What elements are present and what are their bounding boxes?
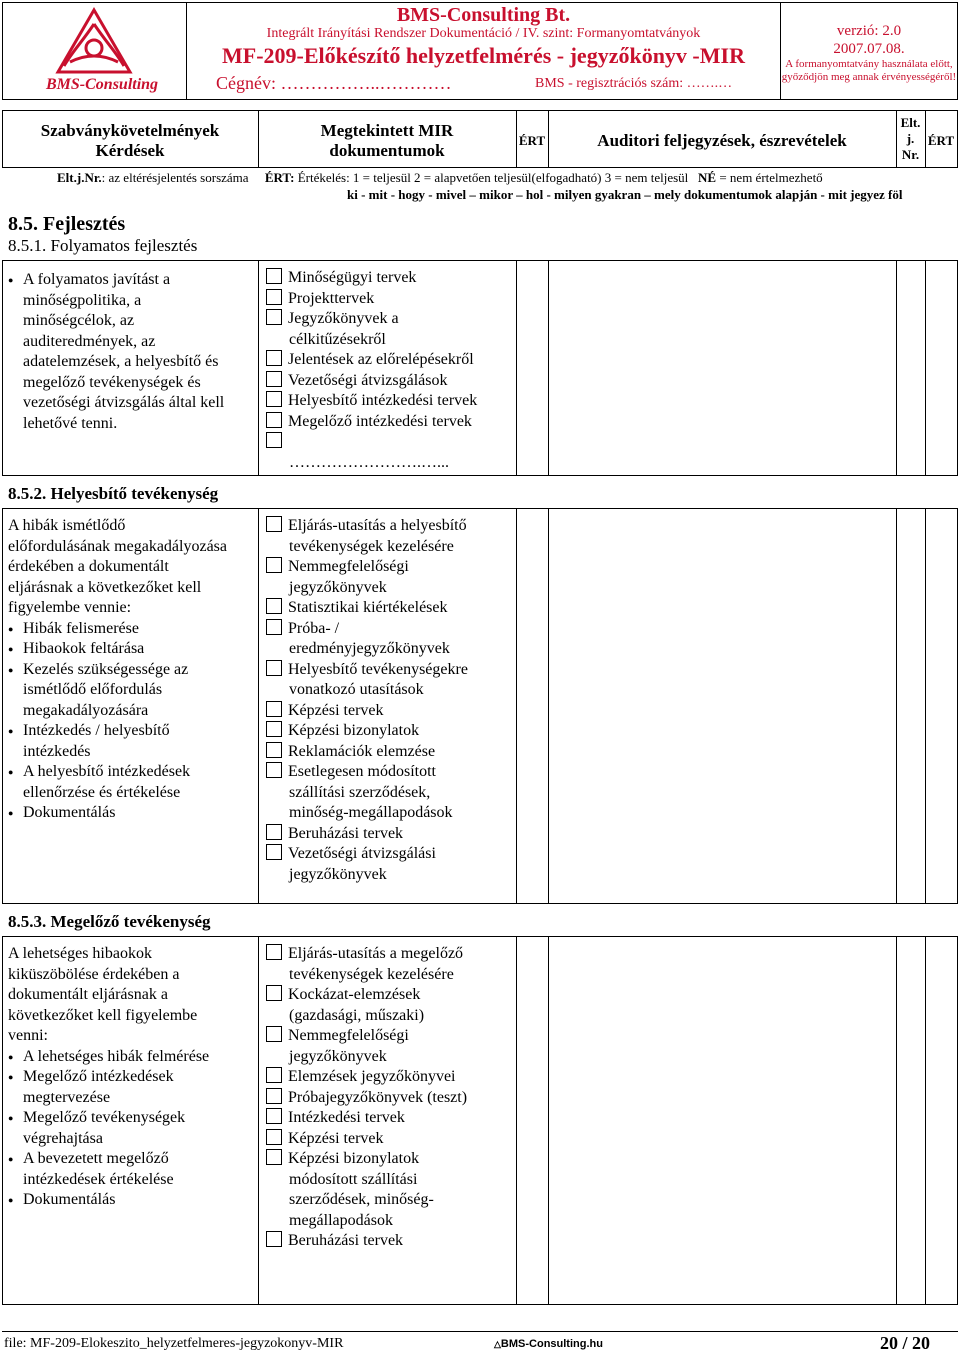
version: verzió: 2.0 (836, 23, 902, 39)
bullet-item (8, 1190, 256, 1211)
section-853-title: 8.5.3. Megelőző tevékenység (8, 912, 211, 931)
document-label-text: Megelőző intézkedési tervek (288, 412, 472, 430)
document-label-text: célkitűzésekről (289, 330, 386, 348)
document-label (266, 350, 516, 371)
document-label (266, 680, 516, 701)
text-line: dokumentált eljárásnak a (8, 986, 168, 1003)
document-label (266, 701, 516, 722)
document-checkbox-item (266, 660, 516, 701)
bullet-line: ● A bevezetett megelőző (23, 1150, 169, 1167)
bullet-line: ● Megelőző intézkedések (23, 1068, 174, 1085)
subsection-title: 8.5.1. Folyamatos fejlesztés (8, 236, 198, 255)
bullet-item (8, 270, 253, 434)
document-checkbox-item (266, 844, 516, 885)
bullet-line: megakadályozására (23, 701, 149, 719)
document-checkbox-item (266, 1108, 516, 1129)
bullet-item (8, 721, 256, 762)
col-deviation-header: Elt. j. Nr. (900, 115, 921, 162)
document-checkbox-item (266, 985, 516, 1026)
checkbox[interactable] (266, 516, 282, 532)
document-label-text: Kockázat-elemzések (288, 986, 421, 1003)
document-label-text: tevékenységek kezelésére (289, 965, 454, 983)
document-checkbox-item (266, 598, 516, 619)
company-name-field: Cégnév: ……………..………… (216, 73, 452, 93)
checkbox[interactable] (266, 350, 282, 366)
document-label (266, 1170, 516, 1191)
document-label (266, 944, 516, 965)
legend-line1: Elt.j.Nr.: az eltérésjelentés sorszáma ÉRT: Értékelés: 1 = teljesül 2 = alapvetően teljesül(elfogadható) 3 = nem teljesül NÉ = nem értelmezhető (57, 170, 823, 185)
document-label-text: megállapodások (289, 1211, 393, 1229)
requirement-851 (8, 270, 253, 434)
document-label-text: Képzési tervek (288, 701, 384, 719)
requirement-intro (8, 944, 256, 1047)
section-852-title: 8.5.2. Helyesbítő tevékenység (8, 484, 219, 503)
document-label (266, 721, 516, 742)
bullet-line: ● Megelőző tevékenységek (23, 1109, 186, 1126)
system-name: Integrált Irányítási Rendszer Dokumentáció / IV. szint: Formanyomtatványok (266, 26, 701, 41)
documents-list-851 (266, 268, 516, 473)
document-label (266, 1149, 516, 1170)
document-checkbox-item (266, 309, 516, 350)
requirement-853 (8, 944, 256, 1211)
bullet-item (8, 660, 256, 722)
text-line: figyelembe vennie: (8, 599, 132, 616)
company-name: BMS-Consulting Bt. (396, 4, 571, 26)
bullet-item (8, 1067, 256, 1108)
document-label (266, 371, 516, 392)
document-label (266, 1026, 516, 1047)
bullet-item (8, 619, 256, 640)
bullet-item (8, 1149, 256, 1190)
document-label (266, 1108, 516, 1129)
document-checkbox-item (266, 1231, 516, 1252)
document-checkbox-item (266, 268, 516, 289)
document-label (266, 412, 516, 433)
document-label-text: Beruházási tervek (288, 824, 404, 842)
document-label (266, 1047, 516, 1068)
document-checkbox-item (266, 1149, 516, 1231)
bullet-line: ● Hibák felismerése (23, 619, 139, 637)
requirement-intro (8, 516, 256, 619)
bullet-line: intézkedések értékelése (23, 1170, 174, 1188)
document-label-text: Próba- / (288, 619, 340, 637)
checkbox[interactable] (266, 371, 282, 387)
requirement-852 (8, 516, 256, 824)
col-documents-header: Megtekintett MIR dokumentumok (320, 121, 454, 160)
checkbox[interactable] (266, 762, 282, 778)
logo-text: BMS-Consulting (46, 76, 159, 93)
document-label-text: Helyesbítő tevékenységekre (288, 660, 468, 678)
bullet-line: ● Dokumentálás (23, 1191, 116, 1208)
document-label-text: Próbajegyzőkönyvek (teszt) (288, 1088, 468, 1106)
document-label-text: Beruházási tervek (288, 1232, 404, 1249)
registration-field: BMS - regisztrációs szám: …….… (535, 76, 733, 91)
checkbox[interactable] (266, 1067, 282, 1083)
document-checkbox-item (266, 1129, 516, 1150)
document-label (266, 660, 516, 681)
col-requirements-header: Szabványkövetelmények Kérdések (40, 121, 220, 160)
checkbox[interactable] (266, 985, 282, 1001)
bullet-line: auditeredmények, az (23, 332, 156, 350)
document-label (266, 1088, 516, 1109)
document-label-text: Reklamációk elemzése (288, 742, 436, 760)
document-label (266, 1006, 516, 1027)
bullet-line: végrehajtása (23, 1129, 103, 1147)
logo (2, 2, 187, 100)
document-label (266, 783, 516, 804)
bullet-line: ● Hibaokok feltárása (23, 640, 145, 657)
checkbox[interactable] (266, 391, 282, 407)
version-date: 2007.07.08. (833, 41, 905, 57)
checkbox[interactable] (266, 309, 282, 325)
col-rating-header: ÉRT (518, 133, 546, 148)
document-checkbox-item (266, 350, 516, 371)
document-label (266, 619, 516, 640)
checkbox[interactable] (266, 742, 282, 758)
document-label (266, 557, 516, 578)
footer-rule (2, 1331, 958, 1332)
checkbox[interactable] (266, 1129, 282, 1145)
document-checkbox-item (266, 432, 516, 473)
checkbox[interactable] (266, 289, 282, 305)
document-label (266, 330, 516, 351)
document-label-text: Nemmegfelelőségi (288, 558, 409, 575)
document-label-text: vonatkozó utasítások (289, 681, 424, 698)
document-label-text: Eljárás-utasítás a helyesbítő (288, 517, 467, 534)
document-label (266, 742, 516, 763)
document-label-text: Jelentések az előrelépésekről (288, 351, 474, 368)
bullet-line: minőségcélok, az (23, 312, 135, 329)
bullet-line: ismétlődő előfordulás (23, 681, 163, 698)
checkbox[interactable] (266, 844, 282, 860)
document-label (266, 824, 516, 845)
document-label (266, 1067, 516, 1088)
requirement-list (8, 270, 253, 434)
document-checkbox-item (266, 557, 516, 598)
document-label (266, 598, 516, 619)
documents-list-852 (266, 516, 516, 885)
col-notes-header: Auditori feljegyzések, észrevételek (597, 131, 847, 150)
bullet-item (8, 639, 256, 660)
text-line: A hibák ismétlődő (8, 517, 126, 534)
document-label (266, 578, 516, 599)
bullet-line: intézkedés (23, 742, 91, 760)
document-label-text: Esetlegesen módosított (288, 763, 436, 780)
text-line: következőket kell figyelembe (8, 1006, 198, 1024)
document-checkbox-item (266, 371, 516, 392)
bullet-line: lehetővé tenni. (23, 414, 118, 432)
col-rating2-header: ÉRT (927, 133, 955, 148)
document-label (266, 289, 516, 310)
footer-file: file: MF-209-Elokeszito_helyzetfelmeres-jegyzokonyv-MIR (4, 1336, 344, 1351)
document-label (266, 865, 516, 886)
document-checkbox-item (266, 701, 516, 722)
notice-line2: győződjön meg annak érvényességéről! (781, 71, 957, 83)
page-number: 20 / 20 (880, 1333, 931, 1353)
document-label-text: Minőségügyi tervek (288, 269, 417, 286)
document-label (266, 639, 516, 660)
bullet-line: megtervezése (23, 1088, 111, 1106)
document-checkbox-item (266, 289, 516, 310)
bullet-line: ● Intézkedés / helyesbítő (23, 722, 170, 739)
document-label-text: Intézkedési tervek (288, 1109, 405, 1126)
document-label-text: Képzési bizonylatok (288, 1150, 420, 1167)
bullet-line: megelőző tevékenységek és (23, 373, 201, 391)
document-checkbox-item (266, 1067, 516, 1088)
checkbox[interactable] (266, 432, 282, 448)
checkbox[interactable] (266, 944, 282, 960)
document-checkbox-item (266, 824, 516, 845)
text-line: venni: (8, 1027, 48, 1044)
document-label-text: szállítási szerződések, (289, 783, 431, 801)
requirement-bullets (8, 619, 256, 824)
document-label-text: Helyesbítő intézkedési tervek (288, 392, 478, 409)
checkbox[interactable] (266, 598, 282, 614)
document-label (266, 516, 516, 537)
document-label-text: Jegyzőkönyvek a (288, 310, 399, 327)
triangle-logo-icon: △ (494, 1339, 501, 1349)
bullet-item (8, 762, 256, 803)
document-label-text: Nemmegfelelőségi (288, 1027, 409, 1044)
bullet-line: ● A helyesbítő intézkedések (23, 763, 191, 780)
document-label (266, 432, 516, 453)
document-label (266, 803, 516, 824)
bullet-line: adatelemzések, a helyesbítő és (23, 353, 219, 370)
document-checkbox-item (266, 944, 516, 985)
checkbox[interactable] (266, 557, 282, 573)
document-label-text: Képzési bizonylatok (288, 722, 420, 739)
text-line: A lehetséges hibaokok (8, 945, 152, 962)
document-label-text: jegyzőkönyvek (289, 865, 387, 883)
bullet-line: ● Kezelés szükségessége az (23, 660, 189, 678)
bullet-line: minőségpolitika, a (23, 291, 142, 309)
document-label-text: szerződések, minőség- (289, 1191, 434, 1208)
document-label-text: tevékenységek kezelésére (289, 537, 454, 555)
text-line: kiküszöbölése érdekében a (8, 965, 180, 983)
bullet-item (8, 1047, 256, 1068)
document-label-text: Vezetőségi átvizsgálási (288, 845, 436, 862)
table-top-border (2, 110, 958, 111)
document-label-text: (gazdasági, műszaki) (289, 1006, 425, 1024)
document-label-text: …………………….…... (289, 453, 449, 471)
checkbox[interactable] (266, 1149, 282, 1165)
document-label-text: Elemzések jegyzőkönyvei (288, 1068, 456, 1085)
document-checkbox-item (266, 412, 516, 433)
document-label-text: Statisztikai kiértékelések (288, 599, 448, 616)
header-bottom-border (2, 167, 958, 168)
document-label (266, 453, 516, 474)
bullet-line: ● A folyamatos javítást a (23, 271, 171, 288)
section-title: 8.5. Fejlesztés (8, 213, 126, 235)
text-line: eljárásnak a következőket kell (8, 578, 202, 596)
legend-line2: ki - mit - hogy - mivel – mikor – hol - milyen gyakran – mely dokumentumok alapján - mit jegyez föl (347, 187, 903, 202)
text-line: előfordulásának megakadályozása (8, 537, 228, 555)
document-label (266, 537, 516, 558)
document-label (266, 985, 516, 1006)
document-label-text: Projekttervek (288, 289, 375, 307)
document-label (266, 391, 516, 412)
checkbox[interactable] (266, 1231, 282, 1247)
document-label (266, 268, 516, 289)
document-checkbox-item (266, 742, 516, 763)
checkbox[interactable] (266, 412, 282, 428)
document-label (266, 1190, 516, 1211)
documents-list-853 (266, 944, 516, 1252)
document-label (266, 844, 516, 865)
document-label-text: jegyzőkönyvek (289, 578, 387, 596)
document-label (266, 965, 516, 986)
document-label-text: eredményjegyzőkönyvek (289, 640, 450, 657)
checkbox[interactable] (266, 824, 282, 840)
checkbox[interactable] (266, 1026, 282, 1042)
document-label-text: Vezetőségi átvizsgálások (288, 371, 448, 389)
document-checkbox-item (266, 1088, 516, 1109)
document-label (266, 762, 516, 783)
footer-brand: △BMS-Consulting.hu (494, 1338, 603, 1350)
document-label (266, 1129, 516, 1150)
checkbox[interactable] (266, 701, 282, 717)
document-checkbox-item (266, 721, 516, 742)
bullet-line: ellenőrzése és értékelése (23, 783, 181, 801)
document-checkbox-item (266, 762, 516, 824)
document-label (266, 1231, 516, 1252)
document-label-text: Képzési tervek (288, 1129, 384, 1147)
text-line: érdekében a dokumentált (8, 558, 169, 575)
checkbox[interactable] (266, 619, 282, 635)
document-label-text: módosított szállítási (289, 1170, 418, 1188)
document-checkbox-item (266, 619, 516, 660)
document-label-text: Eljárás-utasítás a megelőző (288, 945, 464, 962)
document-label (266, 1211, 516, 1232)
version-box (780, 2, 958, 100)
bullet-item (8, 803, 256, 824)
checkbox[interactable] (266, 721, 282, 737)
checkbox[interactable] (266, 268, 282, 284)
bullet-line: ● Dokumentálás (23, 804, 116, 821)
document-checkbox-item (266, 391, 516, 412)
document-checkbox-item (266, 516, 516, 557)
bullet-line: vezetőségi átvizsgálás által kell (23, 394, 225, 411)
bullet-item (8, 1108, 256, 1149)
checkbox[interactable] (266, 660, 282, 676)
bullet-line: ● A lehetséges hibák felmérése (23, 1047, 210, 1065)
notice-line1: A formanyomtatvány használata előtt, (785, 58, 953, 70)
document-label (266, 309, 516, 330)
checkbox[interactable] (266, 1088, 282, 1104)
document-label-text: minőség-megállapodások (289, 804, 453, 821)
form-title: MF-209-Előkészítő helyzetfelmérés - jegyzőkönyv -MIR (222, 43, 745, 68)
document-label-text: jegyzőkönyvek (289, 1047, 387, 1065)
requirement-bullets (8, 1047, 256, 1211)
checkbox[interactable] (266, 1108, 282, 1124)
document-checkbox-item (266, 1026, 516, 1067)
